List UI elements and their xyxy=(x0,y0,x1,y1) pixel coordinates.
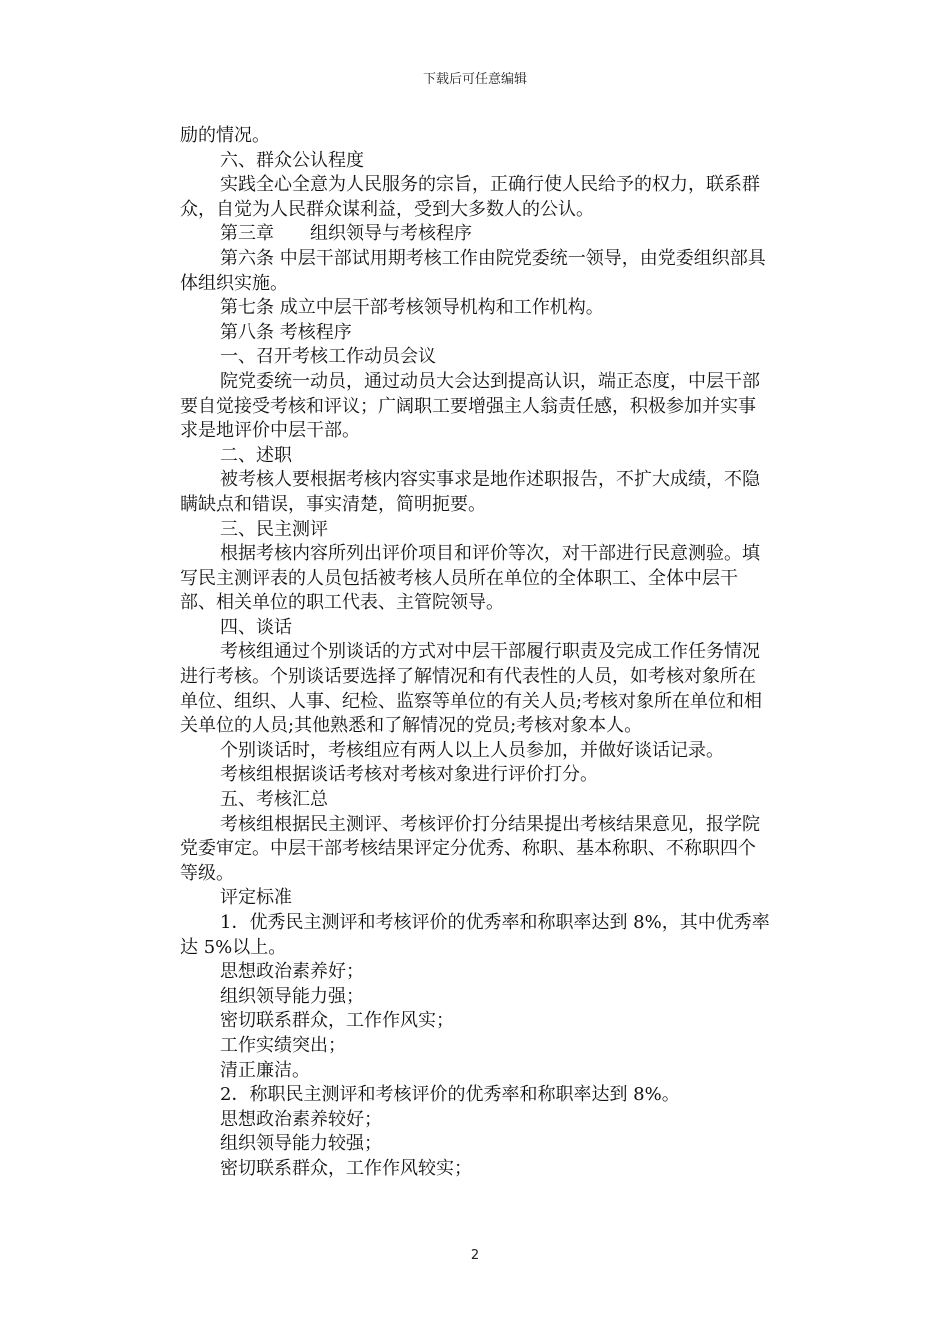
page-number: 2 xyxy=(470,1248,480,1263)
section-heading: 五、考核汇总 xyxy=(220,789,328,811)
list-item: 工作实绩突出； xyxy=(220,1034,346,1056)
section-heading: 六、群众公认程度 xyxy=(220,149,364,171)
list-item: 清正廉洁。 xyxy=(220,1059,310,1081)
paragraph: 考核组根据民主测评、考核评价打分结果提出考核结果意见，报学院党委审定。中层干部考核结果评定分优秀、称职、基本称职、不称职四个等级。 xyxy=(180,813,760,884)
subheading: 评定标准 xyxy=(220,887,292,909)
document-body xyxy=(180,124,770,1182)
section-heading: 三、民主测评 xyxy=(220,518,328,540)
paragraph: 考核组根据谈话考核对考核对象进行评价打分。 xyxy=(220,764,598,786)
paragraph: 励的情况。 xyxy=(180,125,270,146)
list-item: 1．优秀民主测评和考核评价的优秀率和称职率达到 8%，其中优秀率达 5%以上。 xyxy=(180,912,770,958)
article-paragraph: 第六条 中层干部试用期考核工作由院党委统一领导，由党委组织部具体组织实施。 xyxy=(180,247,766,294)
list-item: 思想政治素养较好； xyxy=(220,1108,382,1130)
article-heading: 第八条 考核程序 xyxy=(220,321,352,343)
list-item: 密切联系群众，工作作风较实； xyxy=(220,1157,472,1179)
article-paragraph: 第七条 成立中层干部考核领导机构和工作机构。 xyxy=(220,297,604,319)
section-heading: 四、谈话 xyxy=(220,616,292,638)
paragraph: 院党委统一动员，通过动员大会达到提高认识，端正态度，中层干部要自觉接受考核和评议；广阔职工要增强主人翁责任感，积极参加并实事求是地评价中层干部。 xyxy=(180,370,760,442)
section-heading: 二、述职 xyxy=(220,444,292,466)
list-item: 组织领导能力强； xyxy=(220,985,364,1007)
paragraph: 被考核人要根据考核内容实事求是地作述职报告，不扩大成绩，不隐瞒缺点和错误，事实清楚，简明扼要。 xyxy=(180,469,760,515)
paragraph: 考核组通过个别谈话的方式对中层干部履行职责及完成工作任务情况进行考核。个别谈话要选择了解情况和有代表性的人员，如考核对象所在单位、组织、人事、纪检、监察等单位的有关人员;考核对象所在单位和相关单位的人员;其他熟悉和了解情况的党员;考核对象本人。 xyxy=(180,641,763,737)
paragraph: 根据考核内容所列出评价项目和评价等次，对干部进行民意测验。填写民主测评表的人员包括被考核人员所在单位的全体职工、全体中层干部、相关单位的职工代表、主管院领导。 xyxy=(180,543,760,614)
paragraph: 个别谈话时，考核组应有两人以上人员参加，并做好谈话记录。 xyxy=(220,739,724,761)
section-heading: 一、召开考核工作动员会议 xyxy=(220,346,436,368)
list-item: 思想政治素养好； xyxy=(220,961,364,983)
list-item: 密切联系群众，工作作风实； xyxy=(220,1010,454,1032)
list-item: 2．称职民主测评和考核评价的优秀率和称职率达到 8%。 xyxy=(220,1084,680,1106)
list-item: 组织领导能力较强； xyxy=(220,1133,382,1155)
page-header: 下载后可任意编辑 xyxy=(422,72,527,87)
paragraph: 实践全心全意为人民服务的宗旨，正确行使人民给予的权力，联系群众，自觉为人民群众谋利益，受到大多数人的公认。 xyxy=(180,174,760,220)
chapter-heading: 第三章 组织领导与考核程序 xyxy=(220,223,472,245)
